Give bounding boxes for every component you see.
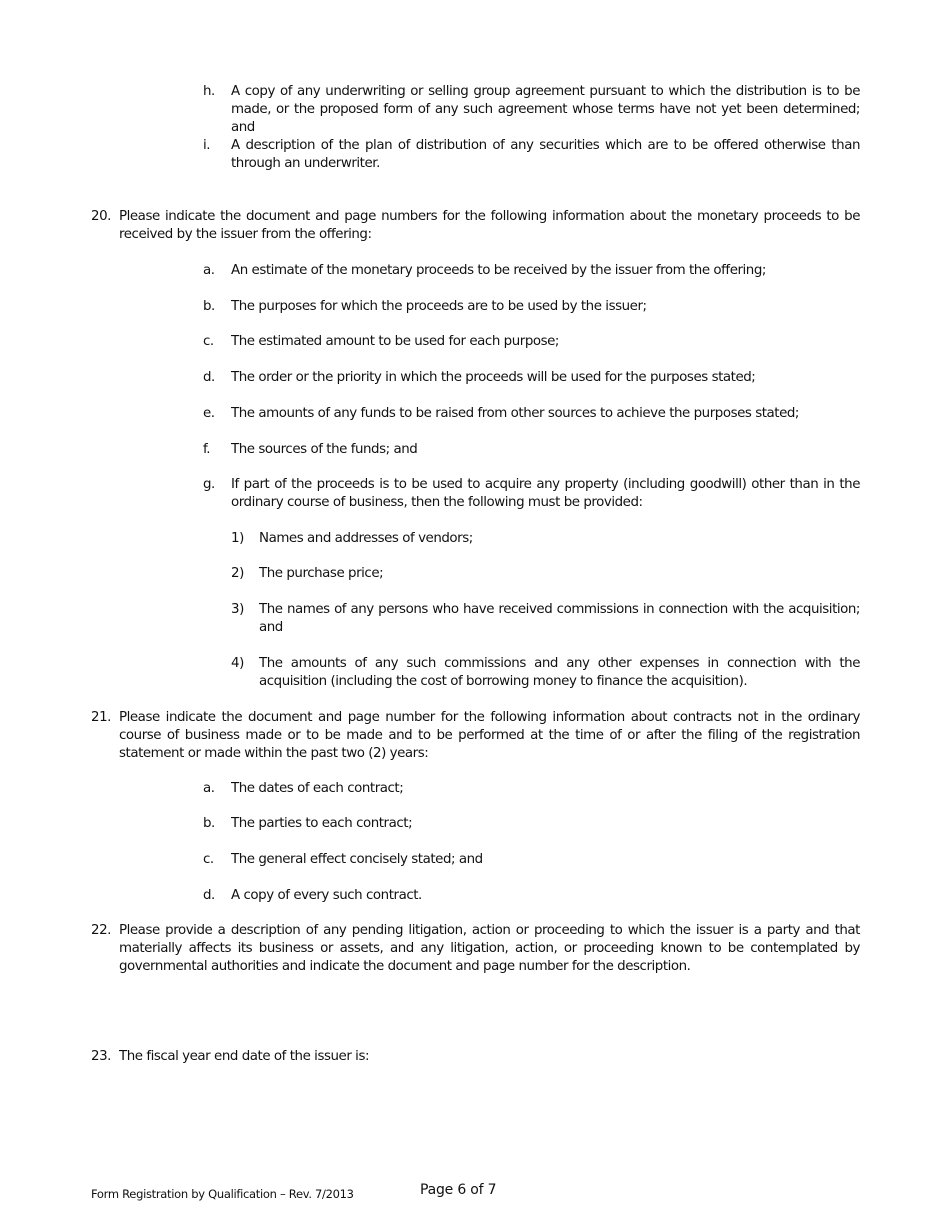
item-label: f. — [203, 442, 211, 457]
item-text: A description of the plan of distribution of any securities which are to be offered otherwise than through an underwriter. — [231, 138, 860, 171]
footer-form-name: Form Registration by Qualification – Rev. 7/2013 — [91, 1187, 354, 1201]
item-text: The parties to each contract; — [231, 816, 413, 831]
sub-item-label: 3) — [231, 602, 244, 617]
item-text: The estimated amount to be used for each purpose; — [231, 334, 559, 349]
sub-item-text: Names and addresses of vendors; — [259, 531, 473, 546]
item-label: c. — [203, 334, 214, 349]
sub-item-text: The names of any persons who have received commissions in connection with the acquisition; and — [259, 602, 860, 635]
item-text: An estimate of the monetary proceeds to be received by the issuer from the offering; — [231, 263, 766, 278]
item-text: The order or the priority in which the proceeds will be used for the purposes stated; — [231, 370, 756, 385]
item-text: A copy of any underwriting or selling group agreement pursuant to which the distribution is to be made, or the proposed form of any such agreement whose terms have not yet been determined; and — [231, 84, 860, 135]
item-label: b. — [203, 299, 215, 314]
item-label: e. — [203, 406, 215, 421]
item-text: The amounts of any funds to be raised from other sources to achieve the purposes stated; — [231, 406, 799, 421]
item-label: b. — [203, 816, 215, 831]
sub-item-label: 1) — [231, 531, 244, 546]
question-text: Please indicate the document and page number for the following information about contracts not in the ordinary course of business made or to be made and to be performed at the time of or after the filing of the registration statement or made within the past two (2) years: — [119, 710, 860, 761]
question-text: Please indicate the document and page numbers for the following information about the monetary proceeds to be received by the issuer from the offering: — [119, 209, 860, 242]
item-text: A copy of every such contract. — [231, 888, 422, 903]
item-label: d. — [203, 888, 215, 903]
item-label: c. — [203, 852, 214, 867]
question-text: Please provide a description of any pending litigation, action or proceeding to which the issuer is a party and that materially affects its business or assets, and any litigation, action, or proceeding known to be contemplated by governmental authorities and indicate the document and page number for the description. — [119, 923, 860, 974]
footer-page-number: Page 6 of 7 — [420, 1182, 497, 1198]
item-text: The purposes for which the proceeds are to be used by the issuer; — [231, 299, 647, 314]
sub-item-label: 2) — [231, 566, 244, 581]
sub-item-text: The purchase price; — [259, 566, 384, 581]
sub-item-text: The amounts of any such commissions and any other expenses in connection with the acquisition (including the cost of borrowing money to finance the acquisition). — [259, 656, 860, 689]
item-text: The dates of each contract; — [231, 781, 404, 796]
sub-item-label: 4) — [231, 656, 244, 671]
question-number: 23. — [91, 1049, 111, 1064]
item-label: a. — [203, 781, 215, 796]
item-label: g. — [203, 477, 215, 492]
item-label: a. — [203, 263, 215, 278]
item-label: i. — [203, 138, 211, 153]
question-number: 20. — [91, 209, 111, 224]
question-number: 21. — [91, 710, 111, 725]
question-text: The fiscal year end date of the issuer is: — [119, 1049, 370, 1064]
item-label: d. — [203, 370, 215, 385]
item-text: If part of the proceeds is to be used to acquire any property (including goodwill) other than in the ordinary course of business, then the following must be provided: — [231, 477, 860, 510]
item-text: The general effect concisely stated; and — [231, 852, 483, 867]
item-label: h. — [203, 84, 215, 99]
question-number: 22. — [91, 923, 111, 938]
item-text: The sources of the funds; and — [231, 442, 418, 457]
